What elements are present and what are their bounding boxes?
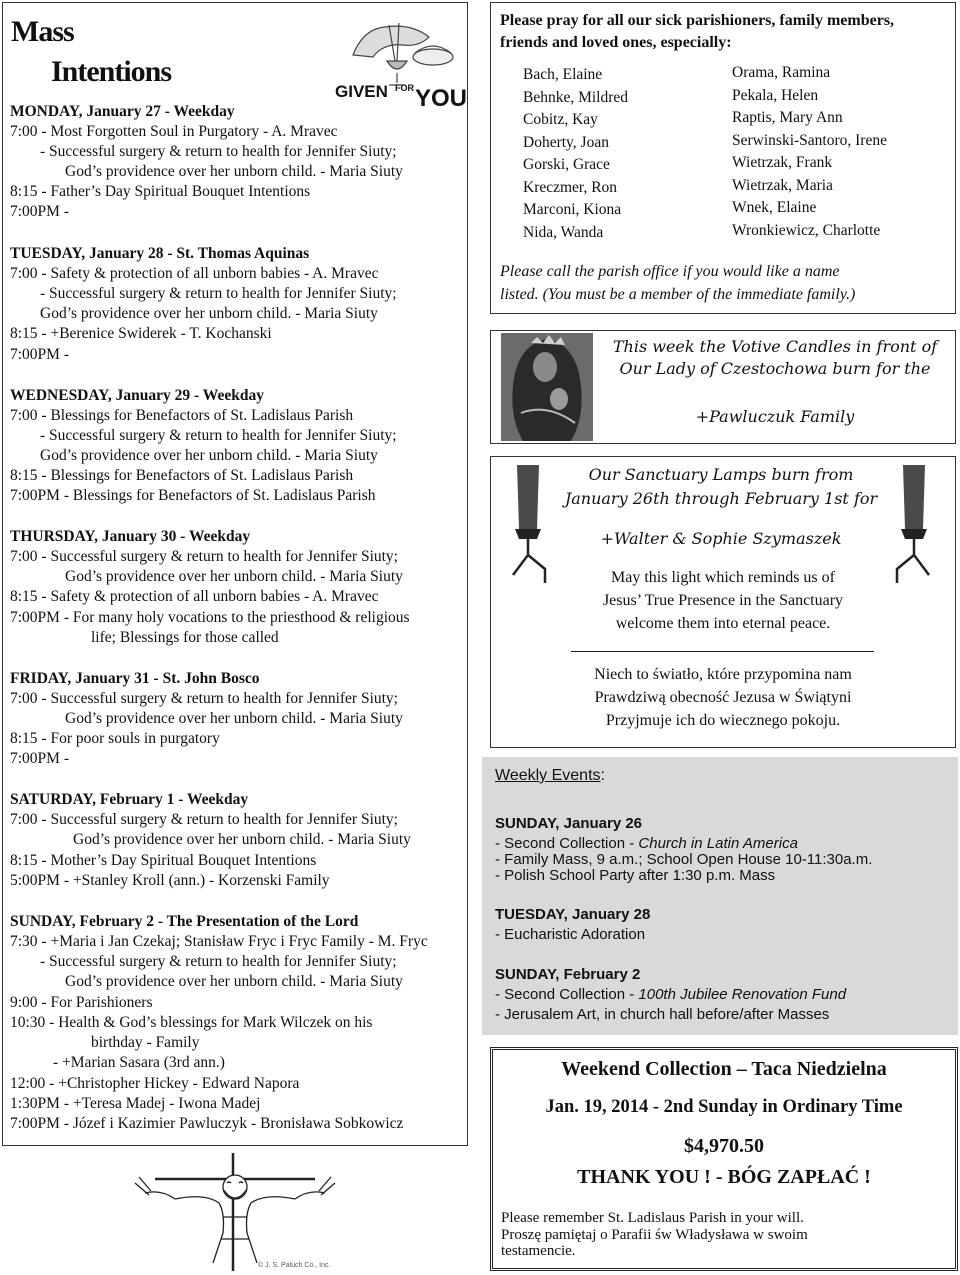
mass-intention-line: 8:15 - Safety & protection of all unborn babies - A. Mravec bbox=[10, 588, 379, 605]
mass-intention-line: 9:00 - For Parishioners bbox=[10, 994, 153, 1011]
prayer-name: Doherty, Joan bbox=[523, 133, 609, 151]
given-for-you-logo bbox=[333, 17, 467, 109]
mass-intention-line: 8:15 - Father’s Day Spiritual Bouquet Intentions bbox=[10, 183, 311, 200]
lamp-names: +Walter & Sophie Szymaszek bbox=[600, 529, 842, 548]
collection-title: Weekend Collection – Taca Niedzielna bbox=[561, 1058, 887, 1080]
lamp-line-2: January 26th through February 1st for bbox=[564, 489, 878, 508]
collection-remember-line-1: Please remember St. Ladislaus Parish in your will. bbox=[501, 1210, 804, 1226]
mass-intention-line: 7:00PM - bbox=[10, 750, 69, 767]
weekly-tuesday-item-1: - Eucharistic Adoration bbox=[495, 926, 646, 943]
lamp-english-line-2: Jesus’ True Presence in the Sanctuary bbox=[602, 592, 844, 609]
votive-line-1: This week the Votive Candles in front of bbox=[612, 337, 938, 356]
prayer-name: Nida, Wanda bbox=[523, 223, 604, 241]
mass-intention-line: 7:00 - Successful surgery & return to health for Jennifer Siuty; bbox=[10, 548, 398, 565]
collection-remember-line-3: testamencie. bbox=[501, 1243, 576, 1259]
weekly-sunday-jan26-item-3: - Polish School Party after 1:30 p.m. Mass bbox=[495, 867, 776, 884]
sanctuary-lamps-panel bbox=[490, 456, 956, 748]
mass-intention-line: 7:00PM - For many holy vocations to the priesthood & religious bbox=[10, 609, 410, 626]
weekly-sunday-jan26-item-1-text: - Second Collection - bbox=[495, 835, 639, 852]
illustration-credit: © J. S. Paluch Co., Inc. bbox=[258, 1262, 331, 1269]
weekly-title-text: Weekly Events bbox=[495, 767, 601, 784]
lamp-polish-line-1: Niech to światło, które przypomina nam bbox=[594, 666, 852, 683]
weekly-events-panel bbox=[482, 757, 958, 1035]
collection-date: Jan. 19, 2014 - 2nd Sunday in Ordinary Time bbox=[545, 1097, 903, 1117]
mass-intention-line: God’s providence over her unborn child. - Maria Siuty bbox=[40, 305, 378, 322]
christ-blessing-illustration bbox=[115, 1153, 355, 1271]
prayer-note-line-2: listed. (You must be a member of the immediate family.) bbox=[500, 286, 856, 303]
prayer-names-left-column bbox=[523, 64, 628, 244]
prayer-name: Behnke, Mildred bbox=[523, 88, 629, 106]
mass-day-heading: THURSDAY, January 30 - Weekday bbox=[10, 528, 251, 545]
mass-intention-line: 8:15 - Blessings for Benefactors of St. Ladislaus Parish bbox=[10, 467, 354, 484]
weekly-sunday-jan26-item-1-collection: Church in Latin America bbox=[638, 835, 798, 852]
prayer-names-right-column bbox=[732, 62, 887, 242]
mass-day-heading: SUNDAY, February 2 - The Presentation of the Lord bbox=[10, 913, 359, 930]
mass-intention-line: 5:00PM - +Stanley Kroll (ann.) - Korzenski Family bbox=[10, 872, 330, 889]
mass-intention-line: God’s providence over her unborn child. - Maria Siuty bbox=[65, 568, 403, 585]
mass-intention-line: 7:00PM - Józef i Kazimier Pawluczyk - Bronisława Sobkowicz bbox=[10, 1115, 404, 1132]
weekly-sunday-feb2-item-1-collection: 100th Jubilee Renovation Fund bbox=[638, 986, 847, 1003]
logo-text-for: FOR bbox=[395, 83, 414, 93]
prayer-heading-line-2: friends and loved ones, especially: bbox=[500, 34, 732, 51]
prayer-name: Raptis, Mary Ann bbox=[732, 109, 843, 126]
mass-intention-line: God’s providence over her unborn child. - Maria Siuty bbox=[65, 163, 403, 180]
prayer-name: Orama, Ramina bbox=[732, 64, 831, 81]
mass-intention-line: God’s providence over her unborn child. - Maria Siuty bbox=[40, 447, 378, 464]
mass-intention-line: 7:30 - +Maria i Jan Czekaj; Stanisław Fryc i Fryc Family - M. Fryc bbox=[10, 933, 428, 950]
mass-intention-line: 7:00 - Successful surgery & return to health for Jennifer Siuty; bbox=[10, 690, 398, 707]
logo-text-you: YOU bbox=[415, 85, 467, 109]
prayer-name: Pekala, Helen bbox=[732, 86, 819, 104]
weekly-sunday-jan26-heading: SUNDAY, January 26 bbox=[495, 815, 643, 832]
mass-day-heading: WEDNESDAY, January 29 - Weekday bbox=[10, 387, 264, 404]
prayer-name: Marconi, Kiona bbox=[523, 201, 622, 218]
mass-intention-line: 1:30PM - +Teresa Madej - Iwona Madej bbox=[10, 1095, 261, 1112]
votive-family: +Pawluczuk Family bbox=[695, 407, 855, 426]
votive-candles-panel bbox=[490, 330, 956, 444]
weekly-sunday-feb2-heading: SUNDAY, February 2 bbox=[495, 966, 641, 983]
mass-intention-line: 7:00PM - bbox=[10, 346, 69, 363]
sanctuary-lamp-left-icon bbox=[505, 465, 555, 585]
mass-intention-line: 7:00PM - bbox=[10, 203, 69, 220]
weekend-collection-panel bbox=[490, 1047, 958, 1271]
lamp-divider bbox=[571, 651, 874, 652]
weekly-title bbox=[495, 767, 605, 784]
weekly-sunday-jan26-item-2: - Family Mass, 9 a.m.; School Open House 10-11:30a.m. bbox=[495, 851, 873, 868]
lamp-english-line-1: May this light which reminds us of bbox=[611, 569, 835, 586]
mass-intention-line: 12:00 - +Christopher Hickey - Edward Napora bbox=[10, 1075, 300, 1092]
lamp-polish-line-3: Przyjmuje ich do wiecznego pokoju. bbox=[605, 712, 841, 729]
prayer-name: Wronkiewicz, Charlotte bbox=[732, 221, 881, 239]
collection-remember-line-2: Proszę pamiętaj o Parafii św Władysława w swoim bbox=[501, 1227, 808, 1243]
mass-intention-line: 7:00 - Safety & protection of all unborn babies - A. Mravec bbox=[10, 265, 379, 282]
our-lady-icon-image bbox=[501, 333, 593, 441]
logo-text-given: GIVEN bbox=[335, 82, 388, 101]
mass-intention-line: 10:30 - Health & God’s blessings for Mark Wilczek on his bbox=[10, 1014, 373, 1031]
mass-intention-line: life; Blessings for those called bbox=[91, 629, 279, 646]
collection-amount: $4,970.50 bbox=[684, 1135, 764, 1157]
mass-day-heading: FRIDAY, January 31 - St. John Bosco bbox=[10, 670, 260, 687]
prayer-name: Gorski, Grace bbox=[523, 156, 610, 173]
mass-intention-line: God’s providence over her unborn child. - Maria Siuty bbox=[65, 973, 403, 990]
mass-intention-line: 8:15 - Mother’s Day Spiritual Bouquet Intentions bbox=[10, 852, 317, 869]
prayer-heading-line-1: Please pray for all our sick parishioners, family members, bbox=[500, 12, 895, 29]
mass-day-heading: TUESDAY, January 28 - St. Thomas Aquinas bbox=[10, 245, 310, 262]
prayer-name: Wietrzak, Maria bbox=[732, 176, 833, 194]
mass-intention-line: God’s providence over her unborn child. - Maria Siuty bbox=[65, 710, 403, 727]
mass-intention-line: God’s providence over her unborn child. - Maria Siuty bbox=[73, 831, 411, 848]
mass-intention-line: - Successful surgery & return to health for Jennifer Siuty; bbox=[40, 427, 397, 444]
mass-day-heading: MONDAY, January 27 - Weekday bbox=[10, 103, 235, 120]
prayer-name: Serwinski-Santoro, Irene bbox=[732, 131, 887, 149]
prayer-name: Wnek, Elaine bbox=[732, 199, 817, 216]
prayer-list-panel bbox=[490, 2, 956, 314]
mass-intention-line: 7:00 - Blessings for Benefactors of St. Ladislaus Parish bbox=[10, 407, 354, 424]
prayer-note-line-1: Please call the parish office if you would like a name bbox=[500, 263, 840, 280]
prayer-name: Cobitz, Kay bbox=[523, 111, 598, 128]
sanctuary-lamp-right-icon bbox=[887, 465, 937, 585]
lamp-english-line-3: welcome them into eternal peace. bbox=[615, 615, 831, 632]
mass-intention-line: 7:00PM - Blessings for Benefactors of St. Ladislaus Parish bbox=[10, 487, 376, 504]
weekly-sunday-jan26-item-1 bbox=[495, 835, 798, 852]
lamp-polish-line-2: Prawdziwą obecność Jezusa w Świątyni bbox=[594, 689, 852, 706]
mass-intention-line: 7:00 - Most Forgotten Soul in Purgatory - A. Mravec bbox=[10, 123, 338, 140]
prayer-name: Kreczmer, Ron bbox=[523, 178, 618, 196]
votive-line-2: Our Lady of Czestochowa burn for the bbox=[619, 359, 931, 378]
weekly-title-colon: : bbox=[600, 767, 605, 784]
mass-title-line-1: Mass bbox=[11, 15, 74, 48]
mass-intention-line: - Successful surgery & return to health for Jennifer Siuty; bbox=[40, 285, 397, 302]
prayer-name: Wietrzak, Frank bbox=[732, 154, 833, 171]
mass-intention-line: birthday - Family bbox=[91, 1034, 200, 1051]
weekly-sunday-feb2-item-1 bbox=[495, 986, 846, 1003]
weekly-tuesday-heading: TUESDAY, January 28 bbox=[495, 906, 651, 923]
mass-intention-line: - Successful surgery & return to health for Jennifer Siuty; bbox=[40, 953, 397, 970]
mass-intentions-panel bbox=[2, 2, 468, 1269]
mass-title-line-2: Intentions bbox=[51, 55, 172, 88]
weekly-sunday-feb2-item-2: - Jerusalem Art, in church hall before/after Masses bbox=[495, 1006, 830, 1023]
mass-intention-line: - +Marian Sasara (3rd ann.) bbox=[53, 1054, 225, 1071]
collection-thanks: THANK YOU ! - BÓG ZAPŁAĆ ! bbox=[577, 1166, 871, 1188]
mass-intention-line: 7:00 - Successful surgery & return to health for Jennifer Siuty; bbox=[10, 811, 398, 828]
lamp-line-1: Our Sanctuary Lamps burn from bbox=[588, 465, 854, 484]
mass-intention-line: 8:15 - For poor souls in purgatory bbox=[10, 730, 220, 747]
mass-intention-line: 8:15 - +Berenice Swiderek - T. Kochanski bbox=[10, 325, 272, 342]
mass-day-heading: SATURDAY, February 1 - Weekday bbox=[10, 791, 249, 808]
weekly-sunday-feb2-item-1-text: - Second Collection - bbox=[495, 986, 639, 1003]
prayer-name: Bach, Elaine bbox=[523, 66, 603, 83]
mass-intention-line: - Successful surgery & return to health for Jennifer Siuty; bbox=[40, 143, 397, 160]
